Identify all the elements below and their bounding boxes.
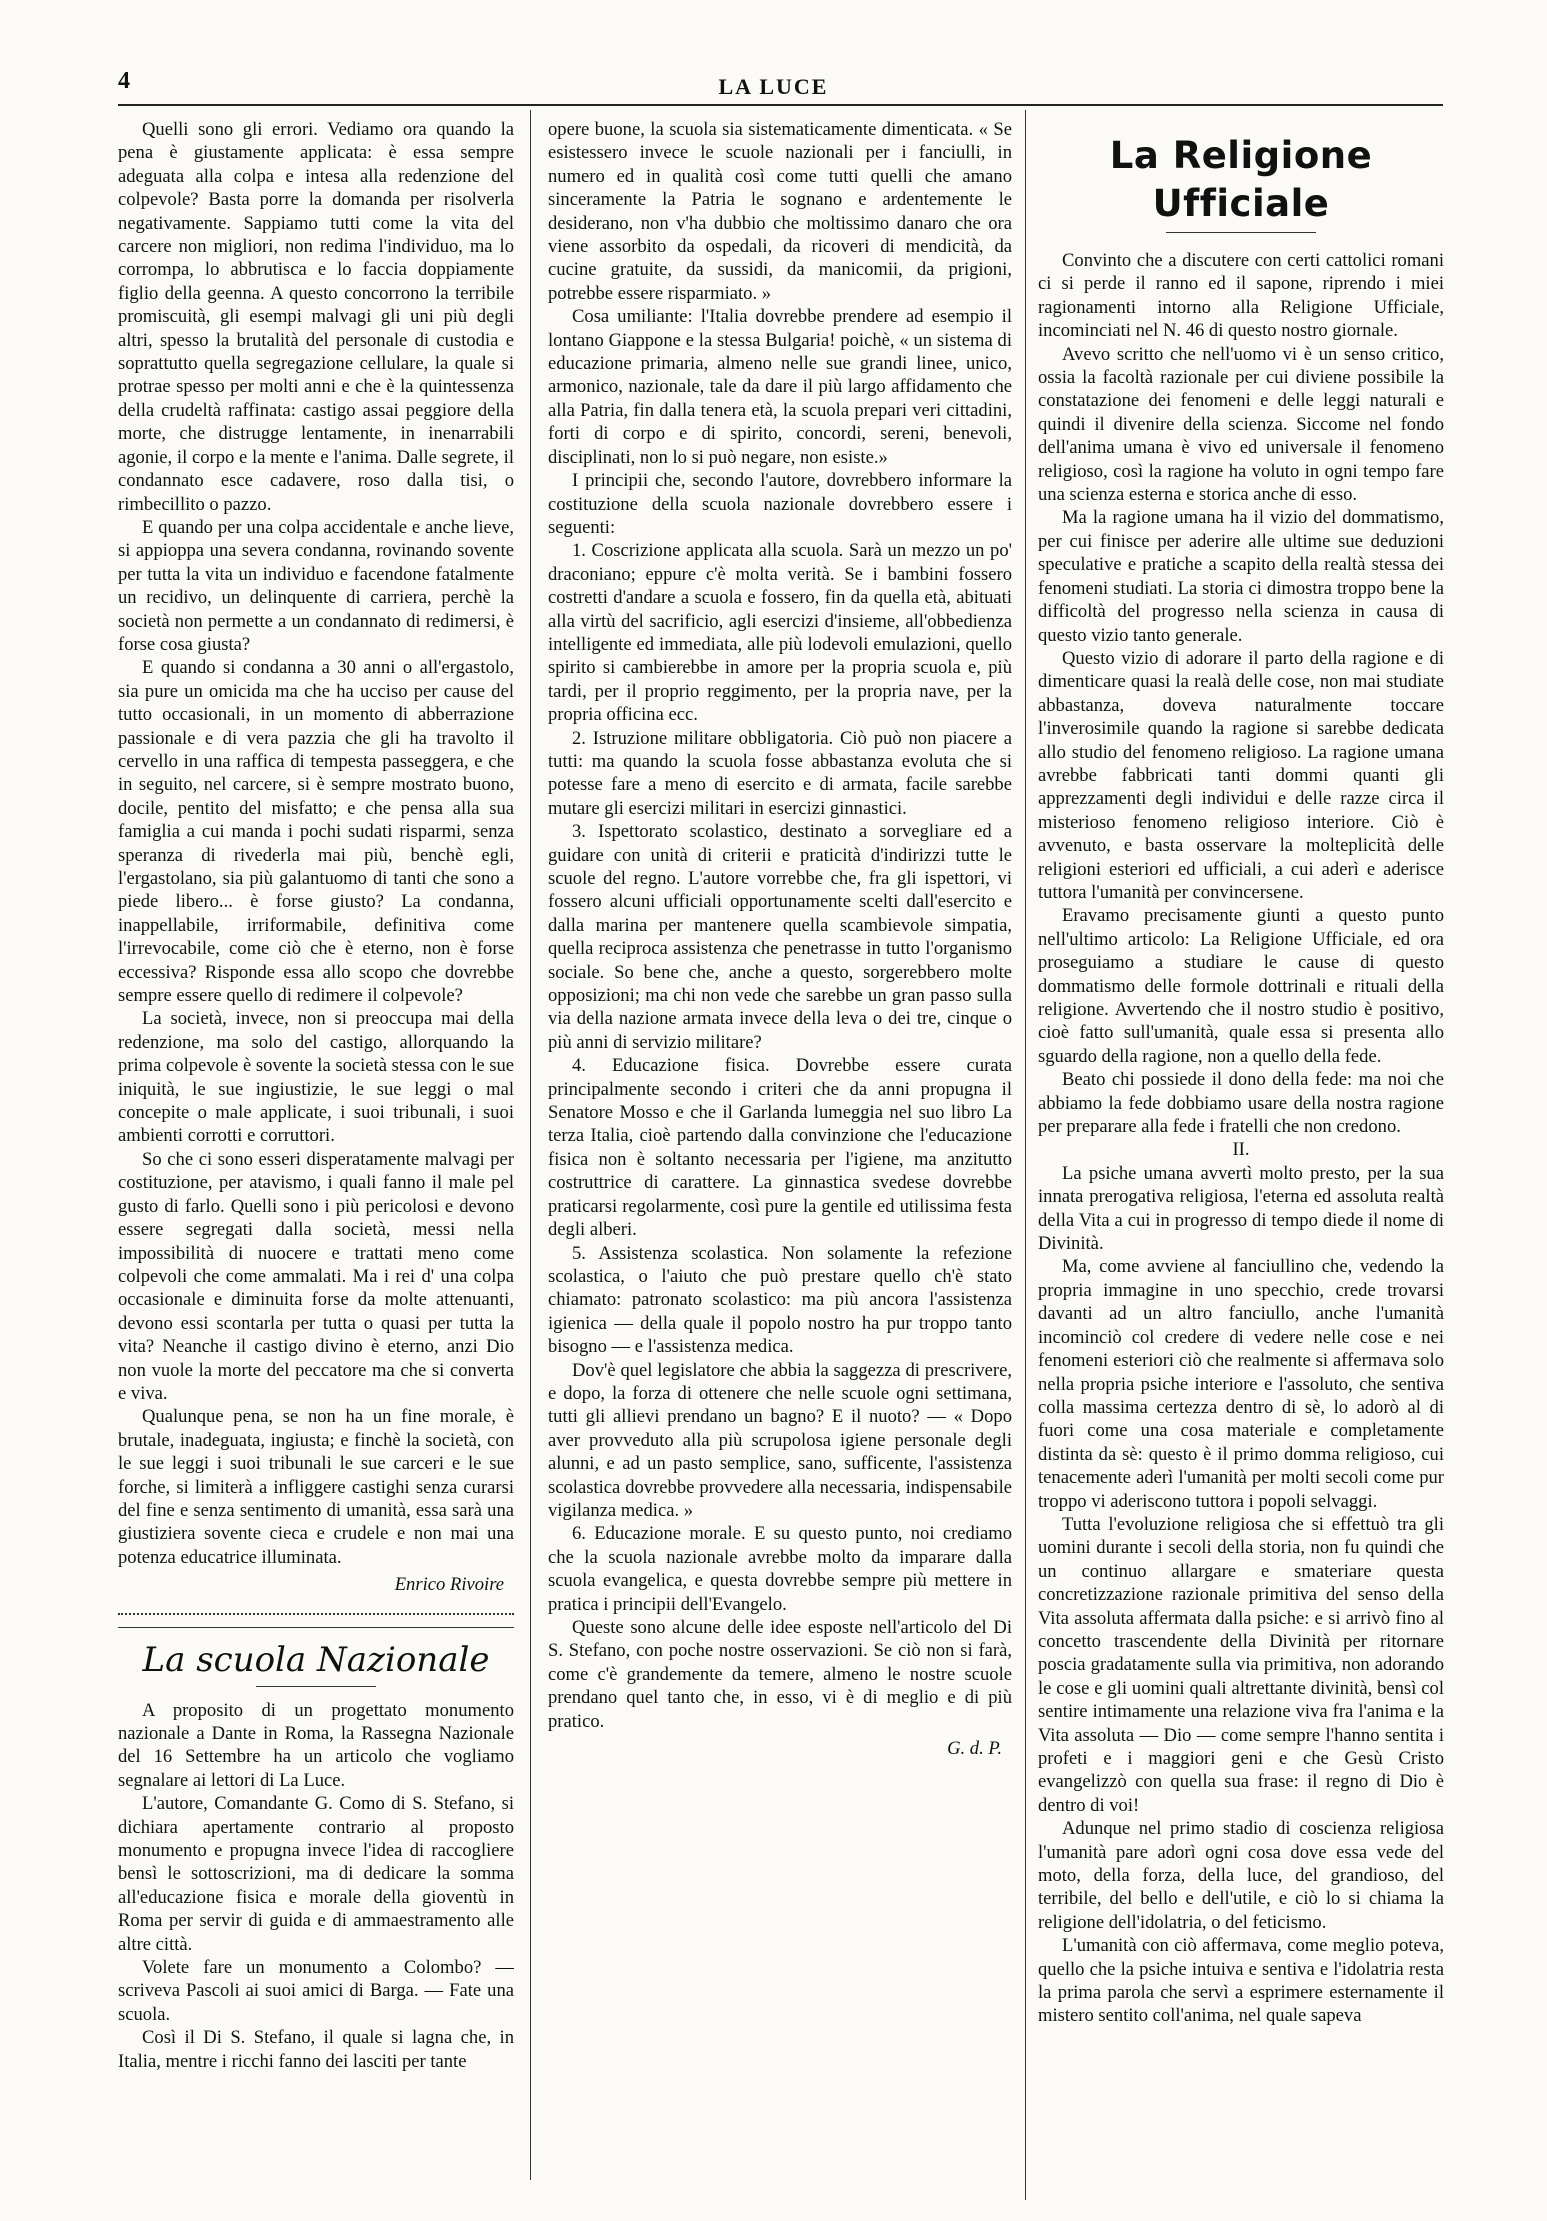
article-paragraph: opere buone, la scuola sia sistematicamente dimenticata. « Se esistessero invece le scuole nazionali per i fanciulli, in numero ed in qualità così come tutti quelli che amano sinceramente la Patria le sognano e ardentemente le desiderano, non v'ha dubbio che moltissimo danaro che ora viene assorbito da ospedali, da ricoveri di mendicità, da cucine gratuite, da sussidi, da manicomii, da prigioni, potrebbe essere risparmiato. »	[548, 119, 1012, 304]
article-paragraph: Ma la ragione umana ha il vizio del dommatismo, per cui finisce per aderire alle ultime sue deduzioni speculative e pratiche a scapito della realtà stessa dei fenomeni studiati. La storia ci dimostra troppo bene la difficoltà del progresso nella scienza in causa di questo vizio tanto generale.	[1038, 507, 1444, 646]
header-rule	[118, 104, 1443, 106]
column-2	[548, 118, 1012, 2198]
article-paragraph: Volete fare un monumento a Colombo? — scriveva Pascoli ai suoi amici di Barga. — Fate una scuola.	[118, 1957, 514, 2025]
article-paragraph: Quelli sono gli errori. Vediamo ora quando la pena è giustamente applicata: è essa sempre adeguata alla colpa e intesa alla redenzione del colpevole? Basta porre la domanda per risolverla negativamente. Sappiamo tutti come la vita del carcere non migliori, non redima l'individuo, ma lo corrompa, lo abbrutisca e lo faccia doppiamente figlio della geenna. A questo concorrono la terribile promiscuità, gli esempi malvagi gli uni più degli altri, spesso la brutalità del personale di custodia e soprattutto quella segregazione cellulare, la quale si protrae spesso per molti anni e che è la quintessenza della crudeltà raffinata: castigo assai peggiore della morte, che distrugge lentamente, in inenarrabili agonie, il corpo e la mente e l'anima. Dalle segrete, il condannato esce cadavere, roso dalla tisi, o rimbecillito o pazzo.	[118, 119, 514, 515]
column-3	[1038, 118, 1444, 2198]
running-head-title: LA LUCE	[718, 74, 829, 99]
article-paragraph: L'umanità con ciò affermava, come meglio poteva, quello che la psiche intuiva e sentiva e l'idolatria resta la prima parola che servì a esprimere esternamente il mistero sentito coll'anima, nel quale sapeva	[1038, 1935, 1444, 2027]
article-paragraph: Cosa umiliante: l'Italia dovrebbe prendere ad esempio il lontano Giappone e la stessa Bulgaria! poichè, « un sistema di educazione primaria, almeno nelle sue grandi linee, unico, armonico, nazionale, tale da dare il più largo affidamento che alla Patria, fin dalla tenera età, la scuola prepari veri cittadini, forti di corpo e di spirito, concordi, sereni, benevoli, disciplinati, non lo si può negare, non esiste.»	[548, 306, 1012, 468]
section-title: La scuola Nazionale	[142, 1639, 490, 1680]
column-1	[118, 118, 514, 2198]
article-paragraph: Convinto che a discutere con certi cattolici romani ci si perde il ranno ed il sapone, riprendo i miei ragionamenti intorno alla Religione Ufficiale, incominciati nel N. 46 di questo nostro giornale.	[1038, 250, 1444, 342]
author-signature: Enrico Rivoire	[394, 1574, 504, 1596]
section-divider	[118, 1613, 514, 1628]
article-paragraph: So che ci sono esseri disperatamente malvagi per costituzione, per atavismo, i quali fanno il male pel gusto di farlo. Quelli sono i più pericolosi e devono essere segregati dalla società, messi nella impossibilità di nuocere e trattati meno come colpevoli che come ammalati. Ma i rei d' una colpa occasionale e diminuita forse da molte attenuanti, devono essi scontarla per tutta o quasi per tutta la vita? Neanche il castigo divino è eterno, anzi Dio non vuole la morte del peccatore ma che si converta e viva.	[118, 1148, 514, 1404]
page-number: 4	[118, 68, 130, 94]
article-paragraph: I principii che, secondo l'autore, dovrebbero informare la costituzione della scuola nazionale dovrebbero essere i seguenti:	[548, 470, 1012, 538]
article-paragraph: Questo vizio di adorare il parto della ragione e di dimenticare quasi la realà delle cose, non mai studiate abbastanza, doveva naturalmente toccare l'inverosimile quando la ragione si sarebbe dedicata allo studio del fenomeno religioso. La ragione umana avrebbe fabbricati tanti dommi quanti gli apprezzamenti degli individui e delle razze circa il misterioso fenomeno religioso interiore. Ciò è avvenuto, e basta osservare la molteplicità delle religioni esteriori ed ufficiali, a cui aderì e aderisce tuttora l'umanità per convincersene.	[1038, 647, 1444, 903]
title-underline	[256, 1686, 376, 1687]
article-paragraph: A proposito di un progettato monumento nazionale a Dante in Roma, la Rassegna Nazionale del 16 Settembre ha un articolo che vogliamo segnalare ai lettori di La Luce.	[118, 1699, 514, 1791]
article-paragraph: 5. Assistenza scolastica. Non solamente la refezione scolastica, o l'aiuto che può prestare quello ch'è stato chiamato: patronato scolastico: ma più ancora l'assistenza igienica — della quale il popolo nostro ha pur troppo tanto bisogno — e l'assistenza medica.	[548, 1242, 1012, 1358]
article-paragraph: Queste sono alcune delle idee esposte nell'articolo del Di S. Stefano, con poche nostre osservazioni. Se ciò non si farà, come c'è grandemente da temere, almeno le nostre scuole prendano quel tanto che, in esso, vi è di meglio e di più pratico.	[548, 1617, 1012, 1732]
article-paragraph: Così il Di S. Stefano, il quale si lagna che, in Italia, mentre i ricchi fanno dei lasciti per tante	[118, 2027, 514, 2072]
column-divider	[530, 110, 531, 2180]
article-paragraph: 3. Ispettorato scolastico, destinato a sorvegliare ed a guidare con unità di criterii e praticità d'indirizzi tutte le scuole del regno. L'autore vorrebbe che, fra gli ispettori, vi fossero alcuni ufficiali opportunamente scelti dall'esercito e dalla marina per mantenere quella scambievole simpatia, quella reciproca assistenza che penetrasse in tutto l'organismo sociale. So bene che, anche a questo, sorgerebbero molte opposizioni; ma chi non vede che sarebbe un gran passo sulla via della nazione armata invece della leva o dei tre, cinque o più anni di servizio militare?	[548, 821, 1012, 1053]
article-paragraph: Beato chi possiede il dono della fede: ma noi che abbiamo la fede dobbiamo usare della nostra ragione per preparare alla fede i fratelli che non credono.	[1038, 1069, 1444, 1138]
article-paragraph: Qualunque pena, se non ha un fine morale, è brutale, inadeguata, ingiusta; e finchè la società, con le sue leggi i suoi tribunali le sue carceri e le sue forche, si limiterà a infliggere castighi senza curarsi del fine e senza sentimento di umanità, essa sarà una giustiziera sovente cieca e crudele e non mai una potenza educatrice illuminata.	[118, 1406, 514, 1568]
article-paragraph: Avevo scritto che nell'uomo vi è un senso critico, ossia la facoltà razionale per cui diviene possibile la constatazione dei fenomeni e delle leggi naturali e quindi il divenire della scienza. Siccome nel fondo dell'anima umana è vivo ed universale il fenomeno religioso, così la ragione ha voluto in ogni tempo fare una scienza esterna e storica anche di esso.	[1038, 343, 1444, 506]
article-paragraph: Tutta l'evoluzione religiosa che si effettuò tra gli uomini durante i secoli della storia, non fu quindi che un continuo allargare e smateriare questa concretizzazione razionale primitiva del senso della Vita assoluta affermata dalla psiche: e si arrivò fino al concetto trascendente della Divinità per ritornare poscia gradatamente sulla via primitiva, non adorando le cose e gli uomini quali altrettante divinità, bensì col sentire intimamente una relazione viva fra l'anima e la Vita assoluta — Dio — come sempre l'hanno sentita i profeti e i maggiori geni e che Gesù Cristo evangelizzò con quella sua frase: il regno di Dio è dentro di voi!	[1038, 1513, 1444, 1816]
article-paragraph: 1. Coscrizione applicata alla scuola. Sarà un mezzo un po' draconiano; eppure c'è molta verità. Se i bambini fossero costretti d'andare a scuola e fossero, fin da quella età, abituati alla virtù del sacrificio, agli esercizi d'insieme, all'obbedienza intelligente ed immediata, alle più lodevoli emulazioni, quello spirito si cambierebbe in amore per la propria scuola e, più tardi, per il proprio reggimento, per la propria nave, per la propria officina ecc.	[548, 540, 1012, 726]
article-paragraph: Eravamo precisamente giunti a questo punto nell'ultimo articolo: La Religione Ufficiale, ed ora proseguiamo a studiare le cause di questo dommatismo delle formole dottrinali e rituali della religione. Avvertendo che il nostro studio è positivo, cioè fatto sull'umanità, quale essa si presenta allo sguardo della ragione, non a quello della fede.	[1038, 905, 1444, 1067]
author-signature: G. d. P.	[947, 1738, 1002, 1760]
section-title: La Religione Ufficiale	[1109, 134, 1373, 225]
section-numeral: II.	[1232, 1139, 1250, 1161]
article-paragraph: Dov'è quel legislatore che abbia la saggezza di prescrivere, e dopo, la forza di ottenere che nelle scuole ogni settimana, tutti gli allievi prendano un bagno? E il nuoto? — « Dopo aver provveduto alla più scrupolosa igiene personale degli alunni, e ad un pasto semplice, sano, sufficente, l'assistenza scolastica dovrebbe provvedere alla necessaria, indispensabile vigilanza medica. »	[548, 1359, 1012, 1521]
article-paragraph: L'autore, Comandante G. Como di S. Stefano, si dichiara apertamente contrario al proposto monumento e propugna invece l'idea di raccogliere bensì le sottoscrizioni, ma di dedicare la somma all'educazione fisica e morale della gioventù in Roma per servir di guida e di ammaestramento alle altre città.	[118, 1793, 514, 1955]
article-paragraph: Ma, come avviene al fanciullino che, vedendo la propria immagine in uno specchio, crede trovarsi davanti ad un altro fanciullo, anche l'umanità incominciò col credere di vedere nelle cose e nei fenomeni esteriori ciò che realmente si affermava solo nella propria psiche interiore e l'assoluto, che sentiva colla massima certezza dentro di sè, lo adorò al di fuori come una cosa materiale e completamente distinta da sè: questo è il primo domma religioso, cui tenacemente aderì l'umanità per molti secoli come pur troppo vi aderiscono tuttora i popoli selvaggi.	[1038, 1256, 1444, 1512]
article-paragraph: La psiche umana avvertì molto presto, per la sua innata prerogativa religiosa, l'eterna ed assoluta realtà della Vita a cui in progresso di tempo diede il nome di Divinità.	[1038, 1162, 1444, 1255]
article-paragraph: 6. Educazione morale. E su questo punto, noi crediamo che la scuola nazionale avrebbe molto da imparare dalla scuola evangelica, e questa dovrebbe sempre più mettere in pratica i principii dell'Evangelo.	[548, 1523, 1012, 1615]
article-paragraph: La società, invece, non si preoccupa mai della redenzione, ma solo del castigo, allorquando la prima colpevole è sovente la società stessa con le sue iniquità, le sue ingiustizie, le sue leggi o mal concepite o male applicate, i suoi tribunali, i suoi ambienti corrotti e corruttori.	[118, 1008, 514, 1147]
title-underline	[1166, 232, 1316, 233]
article-paragraph: 2. Istruzione militare obbligatoria. Ciò può non piacere a tutti: ma quando la scuola fosse abbastanza evoluta che si potesse fare a meno di esercito e di armata, facile sarebbe mutare gli esercizi militari in esercizi ginnastici.	[548, 727, 1012, 819]
article-paragraph: Adunque nel primo stadio di coscienza religiosa l'umanità pare adorì ogni cosa dove essa vede del moto, della forza, della luce, del grandioso, del terribile, del bello e dell'utile, e ciò lo si chiama la religione dell'idolatria, o del feticismo.	[1038, 1818, 1444, 1933]
column-divider	[1025, 110, 1026, 2200]
article-paragraph: E quando per una colpa accidentale e anche lieve, si appioppa una severa condanna, rovinando sovente per tutta la vita un individuo e facendone fatalmente un recidivo, un delinquente di carriera, perchè la società non permette a un condannato di redimersi, è forse cosa giusta?	[118, 516, 514, 655]
article-paragraph: 4. Educazione fisica. Dovrebbe essere curata principalmente secondo i criteri che da anni propugna il Senatore Mosso e che il Garlanda lumeggia nel suo libro La terza Italia, cioè partendo dalla convinzione che l'educazione fisica non è soltanto necessaria per l'igiene, ma anzitutto costruttrice di carattere. La ginnastica svedese dovrebbe praticarsi regolarmente, così pure la gentile ed utilissima festa degli alberi.	[548, 1055, 1012, 1241]
article-paragraph: E quando si condanna a 30 anni o all'ergastolo, sia pure un omicida ma che ha ucciso per cause del tutto occasionali, in un momento di abberrazione passionale e di vera pazzia che gli ha travolto il cervello in una raffica di tempesta passeggera, e che in seguito, nel carcere, si è sempre mostrato buono, docile, pentito del misfatto; e che pensa alla sua famiglia a cui manda i pochi sudati risparmi, senza speranza di rivederla mai più, benchè egli, l'ergastolano, sia più galantuomo di tanti che sono a piede libero... è forse giusto? La condanna, inappellabile, irriformabile, definitiva come l'irrevocabile, come ciò che è eterno, non è forse eccessiva? Risponde essa allo scopo che dovrebbe sempre essere quello di redimere il colpevole?	[118, 657, 514, 1007]
